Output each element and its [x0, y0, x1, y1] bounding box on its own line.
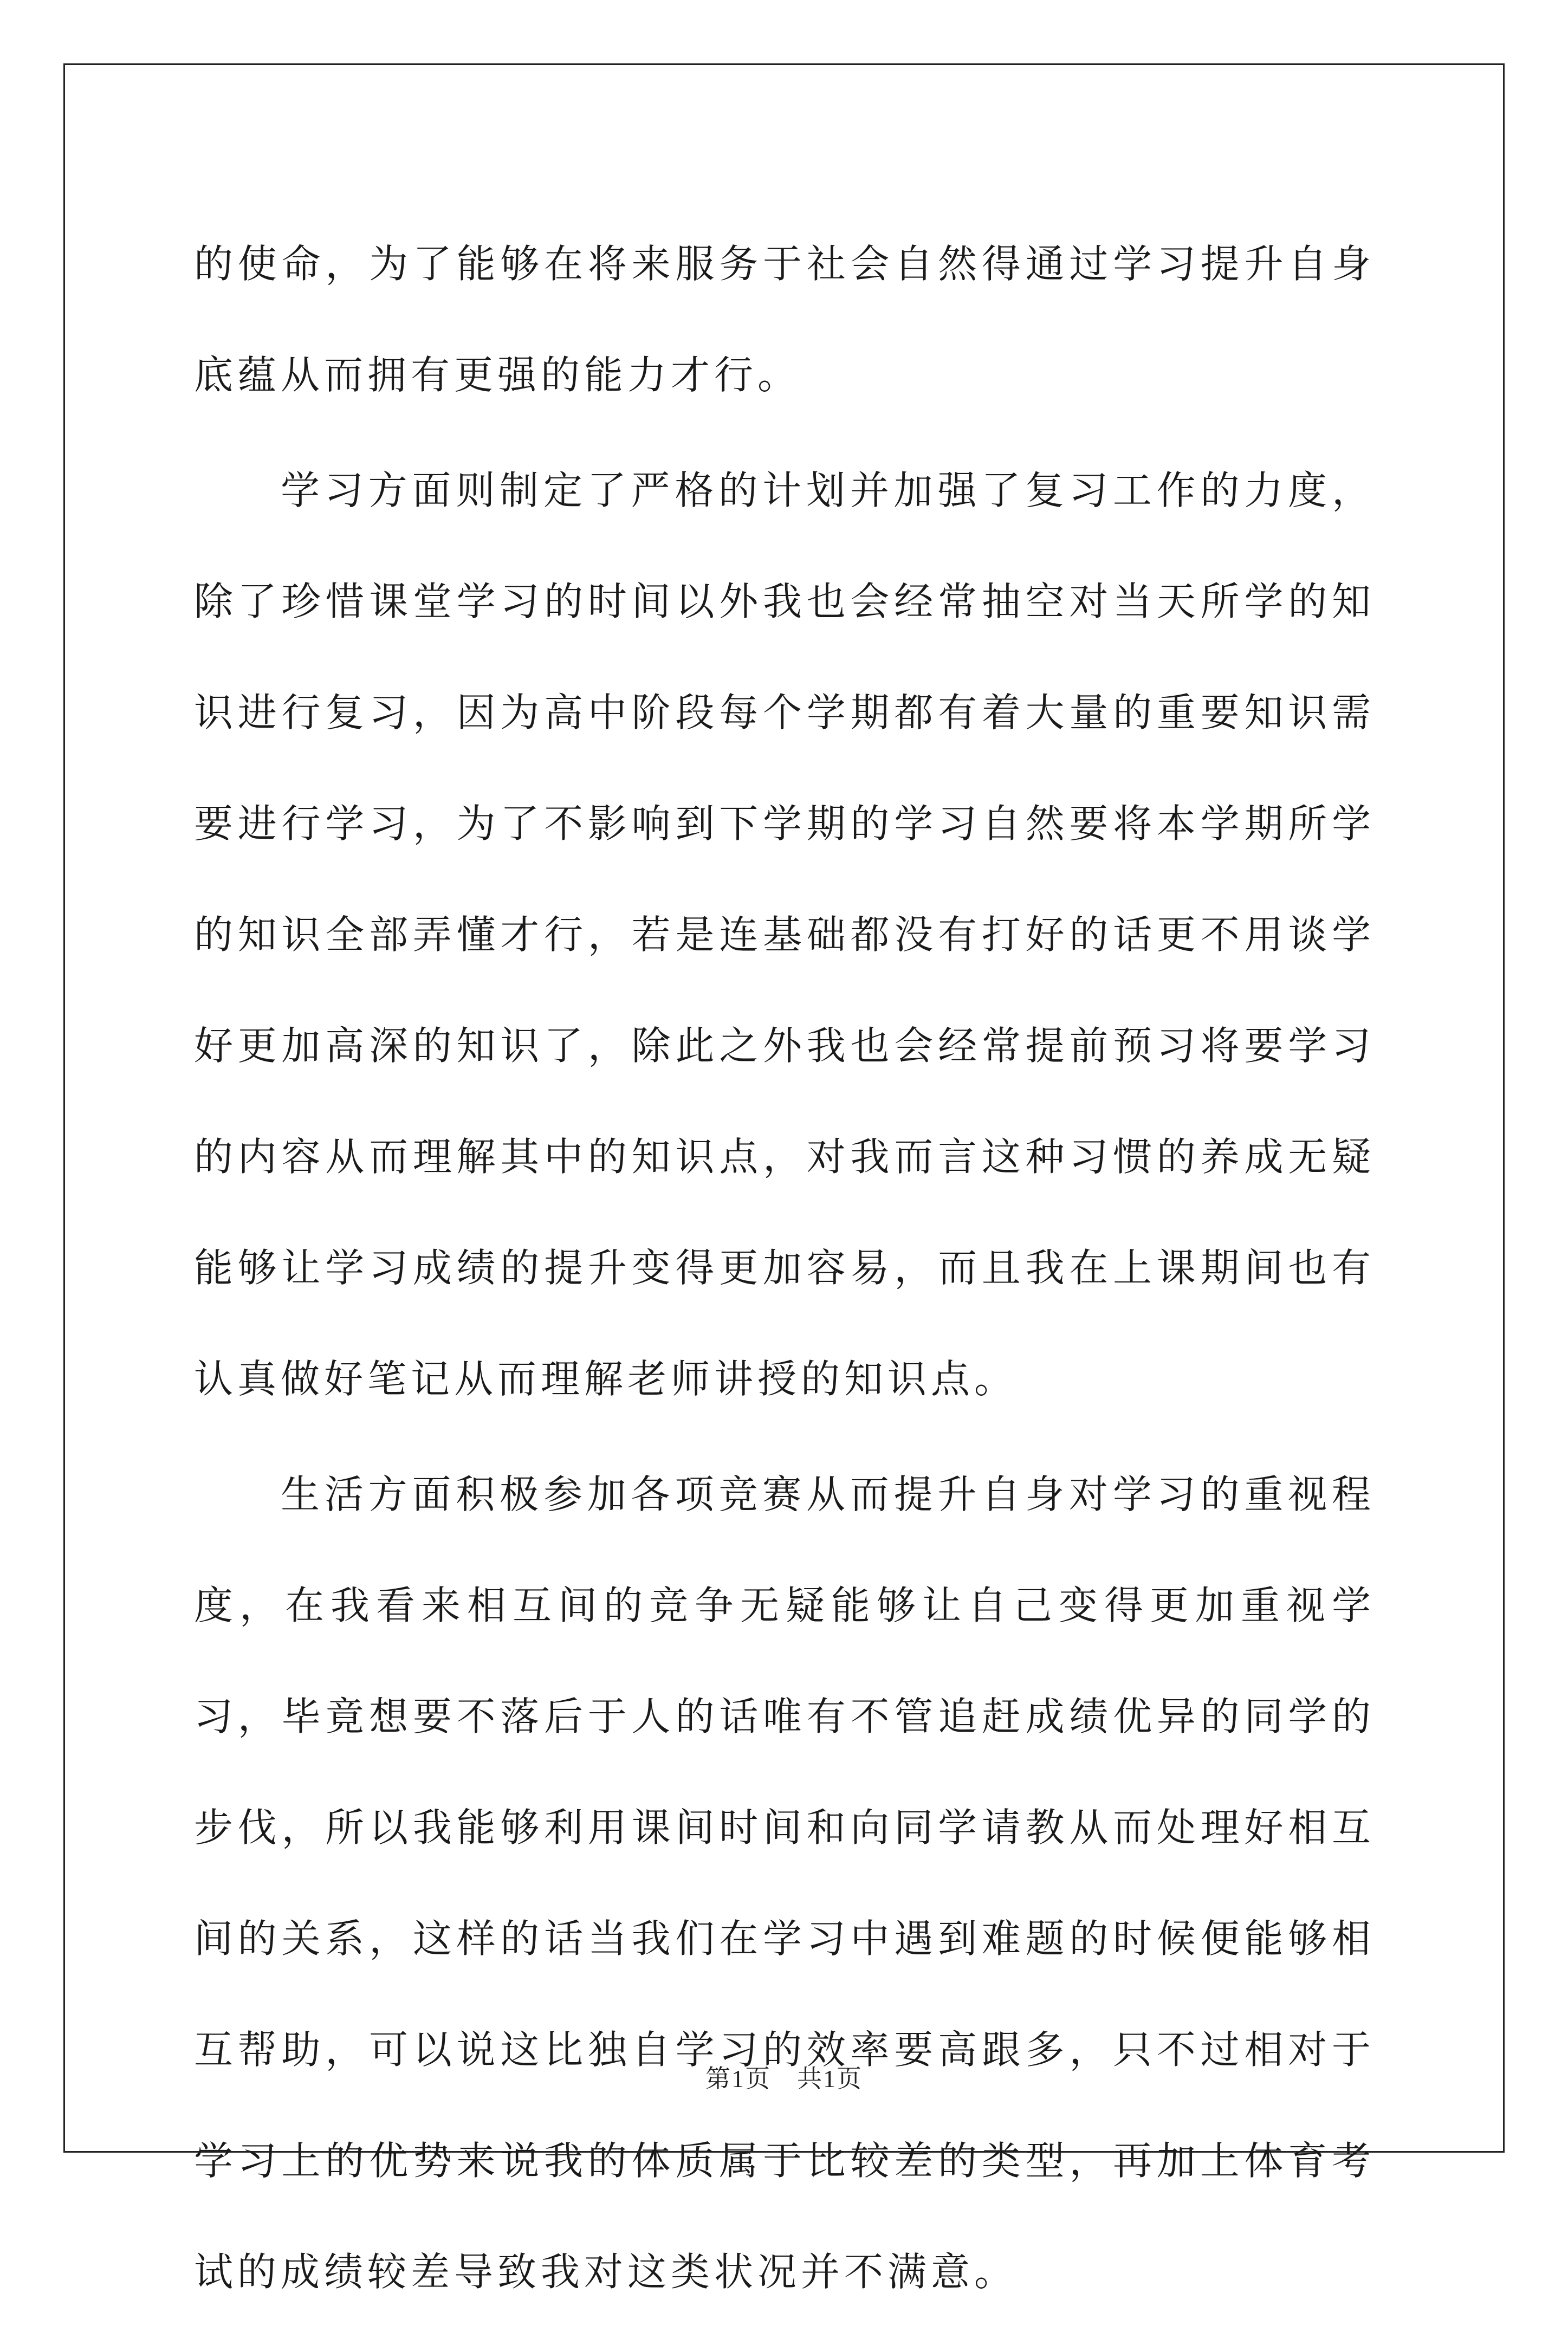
document-body: [194, 209, 1375, 2332]
paragraph-2: 学习方面则制定了严格的计划并加强了复习工作的力度，除了珍惜课堂学习的时间以外我也会经常抽空对当天所学的知识进行复习，因为高中阶段每个学期都有着大量的重要知识需要进行学习，为了不影响到下学期的学习自然要将本学期所学的知识全部弄懂才行，若是连基础都没有打好的话更不用谈学好更加高深的知识了，除此之外我也会经常提前预习将要学习的内容从而理解其中的知识点，对我而言这种习惯的养成无疑能够让学习成绩的提升变得更加容易，而且我在上课期间也有认真做好笔记从而理解老师讲授的知识点。: [194, 468, 1375, 1402]
page-number-footer: 第1页 共1页: [705, 2065, 863, 2093]
paragraph-3: 生活方面积极参加各项竞赛从而提升自身对学习的重视程度，在我看来相互间的竞争无疑能够让自己变得更加重视学习，毕竟想要不落后于人的话唯有不管追赶成绩优异的同学的步伐，所以我能够利用课间时间和向同学请教从而处理好相互间的关系，这样的话当我们在学习中遇到难题的时候便能够相互帮助，可以说这比独自学习的效率要高跟多，只不过相对于学习上的优势来说我的体质属于比较差的类型，再加上体育考试的成绩较差导致我对这类状况并不满意。: [194, 1472, 1375, 2295]
paragraph-1: 的使命，为了能够在将来服务于社会自然得通过学习提升自身底蕴从而拥有更强的能力才行。: [194, 241, 1375, 398]
